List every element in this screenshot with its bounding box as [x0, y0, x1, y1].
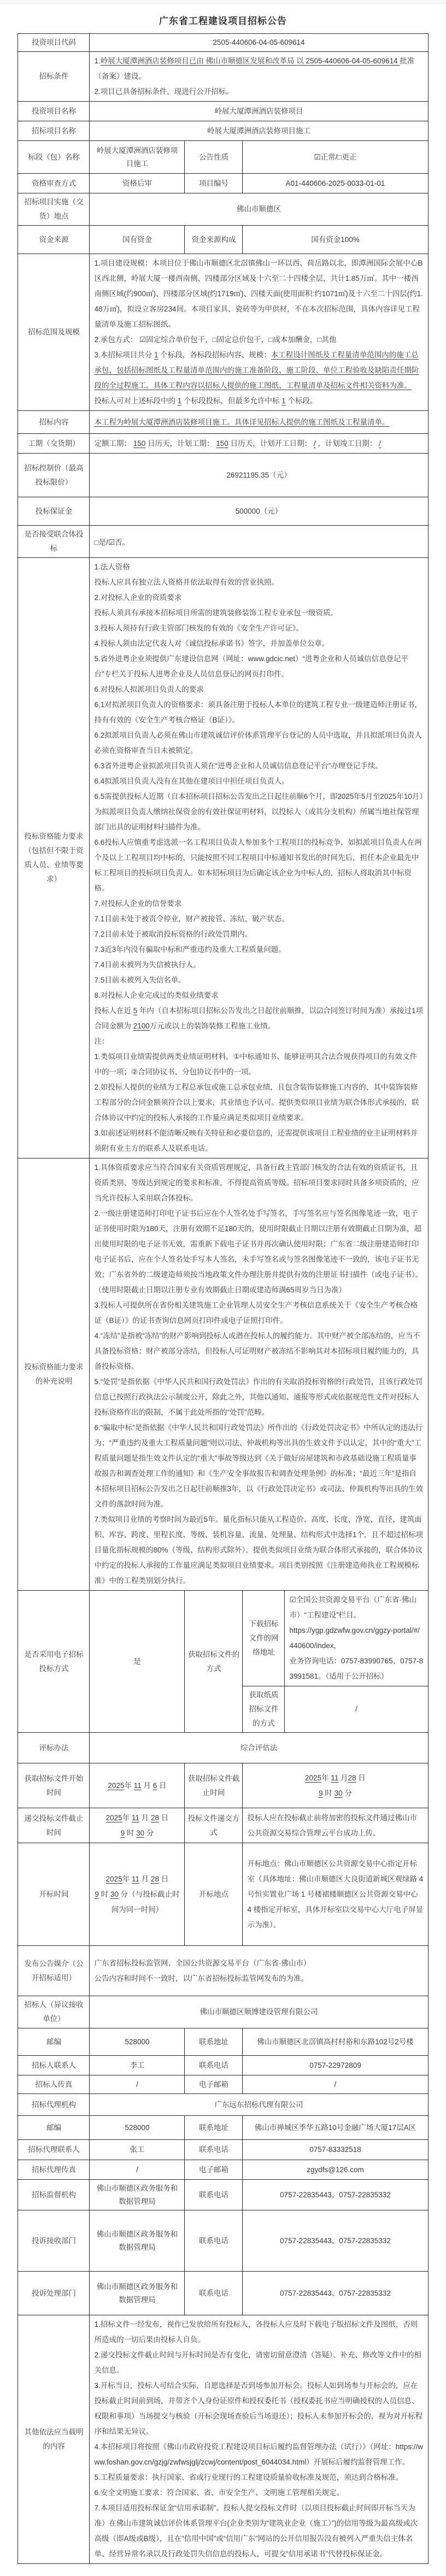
tender-scope-value	[90, 254, 428, 411]
agency-phone-value: 0757-83332518	[243, 2140, 428, 2160]
table-row-tender-project-name	[18, 121, 428, 141]
tenderer-contact-value: 李工	[90, 2056, 185, 2075]
doc-obtain-start-value-paragraph: 2025年 11 月 6 日	[108, 1781, 167, 1790]
underlined-value: 11	[331, 1773, 339, 1782]
other-contents-value-paragraph: 3.开标当日，投标人可结合实际，自愿选择是否到场参加开标会。投标人如到场参与开标会的，应在投标截止时间前到场，并带齐个人身份证原件和授权委托书（授权委托书应当明确授权的人员信息、权限和事项）当场提交与核验（开标会现场查验后当场退还）；投标人未参加开标会的，视为对开标程序和结果无异议。	[94, 2381, 423, 2436]
bidder-qualification-requirements-value	[90, 558, 428, 1158]
other-contents-value-paragraph: 5.工程质量要求：执行国家、省或行业现行的工程建设质量验收标准及规范，须达到合格标准。	[94, 2473, 403, 2481]
download-url-label: 下载招标文件的网络地址	[243, 1591, 285, 1686]
table-row-fund-source	[18, 226, 428, 254]
underlined-value: /	[379, 439, 381, 448]
complaint-receiving-phone-value: 0757-22835443、0757-22835332	[243, 2210, 428, 2272]
control-price-label: 招标控制价（最高投标限价）	[18, 454, 90, 497]
table-row-bid-submission-deadline	[18, 1808, 428, 1843]
construction-period-label: 工期（交货期）	[18, 434, 90, 454]
underlined-value: 2025	[105, 1874, 122, 1883]
table-row-agency-postcode	[18, 2116, 428, 2140]
doc-obtain-deadline-label: 获取招标文件截止时间	[185, 1763, 243, 1808]
bidder-qualification-requirements-value-paragraph: 投标人应具有独立法人资格并依法取得有效的营业执照。	[94, 578, 279, 586]
bidder-qualification-requirements-value-paragraph: 投标人须具有承接本招标项目所需的建筑装修装饰工程专业承包一级资质。	[94, 609, 338, 617]
bidder-qualification-requirements-value-paragraph: 7.对投标人企业的信誉要求	[94, 899, 182, 908]
agency-fax-value: /	[90, 2160, 185, 2180]
tender-conditions-value	[90, 52, 428, 102]
control-price-value: 26921195.35（元）	[90, 454, 428, 497]
project-code-value: 2505-440606-04-05-609614	[90, 34, 428, 52]
bidder-qualification-requirements-value-paragraph: 5.省外进粤企业须提供广东建设信息网（网址：www.gdcic.net）“进粤企业和人员诚信信息登记平台”专栏关于投标人进粤企业及人员信息登记的网页打印件。	[94, 655, 409, 678]
table-row-announcement-media	[18, 1946, 428, 1996]
table-row-section-name	[18, 141, 428, 174]
doc-obtain-deadline-value-paragraph: 9 时 30 分	[319, 1789, 352, 1797]
complaint-handling-phone-label: 联系电话	[185, 2272, 243, 2315]
bid-bond-label: 投标保证金	[18, 497, 90, 526]
qualification-supplementary-notes-value-paragraph: 3.投标人可提供所在省份相关建筑施工企业管理人员安全生产考核信息系统关于《安全生产考核合格证（B证）》的证书查询信息网页打印件或电子证照打印件。	[94, 1301, 418, 1325]
table-row-evaluation-method	[18, 1733, 428, 1763]
section-name-label: 标段（包）名称	[18, 141, 90, 174]
bidder-qualification-requirements-value-paragraph: 投标人在近 5 年内（自本招标项目招标公告发出之日起往前顺推，以☑合同签订时间为准）承接过1项合同金额为 2100万元或以上的装饰装修工程施工业绩。	[94, 1007, 424, 1030]
page-top-band	[0, 0, 446, 4]
bid-opening-place-value-paragraph: 开标地点：佛山市顺德区公共资源交易中心指定开标室（具体地址：佛山市顺德区大良街道新城区观绿路 4 号恒实置业广场 1 号楼裙楼顺德区公共资源交易中心 4 楼指定开标室，具体开标室以交易中心大厅电子屏显示为准）。	[247, 1859, 424, 1929]
table-row-construction-period	[18, 434, 428, 454]
underlined-value: 30	[110, 1890, 119, 1898]
supervision-phone-value: 0757-22835443、0757-22835332	[243, 2180, 428, 2210]
bidder-qualification-requirements-value-paragraph: 7.3近3年内没有骗取中标和严重违约及重大工程质量问题。	[94, 945, 286, 954]
table-row-bidder-qualification-requirements	[18, 558, 428, 1158]
bid-submission-deadline-value-paragraph: 2025年 11 月 28 日	[105, 1813, 169, 1822]
underlined-value: 岭展大厦潭洲酒店装修项目已由 佛山市顺德区发展和改革局 以 2505-440606-04-05-609614	[100, 57, 400, 65]
investment-project-name-label: 投资项目名称	[18, 102, 90, 121]
underlined-value: 2025	[305, 1773, 322, 1782]
notice-nature-label: 公告性质	[185, 141, 243, 174]
agency-address-value: 佛山市禅城区季华五路10号金融广场大厦17层A区	[243, 2116, 428, 2140]
bidder-qualification-requirements-value-paragraph: 6.3省外进粤企业拟派项目负责人须在“进粤企业和人员诚信信息登记平台”办理登记手续。	[94, 762, 383, 770]
complaint-receiving-value: 佛山市顺德区政务服务和数据管理局	[90, 2210, 185, 2272]
supervision-authority-value: 佛山市顺德区政务服务和数据管理局	[90, 2180, 185, 2210]
tenderer-email-label: 电子邮箱	[185, 2075, 243, 2094]
tenderer-address-label: 联系地址	[185, 2028, 243, 2056]
consortium-bidding-value: □是/☑否。	[90, 526, 428, 558]
table-row-agency	[18, 2094, 428, 2116]
bidder-qualification-requirements-value-paragraph: 6.4拟派项目负责人没有在其他在建项目中担任项目负责人。	[94, 777, 289, 785]
download-url-value	[285, 1591, 428, 1686]
underlined-value: 本工程设计图纸及工程量清单范围内的施工总承包，包括招标图纸及工程量清单范围内的施工准备阶段、施工阶段、单位工程验收及缺陷责任期阶段的全过程施工。具体工程内容以招标人提供的施工图纸、工程量清单及招标文件相关资料为准。	[94, 351, 419, 390]
bid-submission-method-value	[243, 1808, 428, 1843]
page-title: 广东省工程建设项目招标公告	[159, 16, 287, 26]
underlined-value: 1	[177, 397, 182, 405]
underlined-value: 本工程为岭展大厦潭洲酒店装修项目施工。具体详见招标人提供的施工图纸及工程量清单。	[94, 417, 390, 426]
complaint-handling-phone-value: 0757-22835443、0757-22835332	[243, 2272, 428, 2315]
underlined-value: 150	[216, 439, 228, 448]
table-row-consortium-bidding	[18, 526, 428, 558]
table-row-tenderer-contact	[18, 2056, 428, 2075]
qualification-supplementary-notes-value-paragraph: 1.具体资质要求应当符合国家有关资质管理规定，具备行政主管部门核发的合法有效的资质证书，且资质类别、等级达到规定的要求和标准，不得提高资质等级。招标项目要求同时具备多项资质的，应当允许投标人采用联合体投标。	[94, 1163, 419, 1202]
doc-obtain-start-label: 获取招标文件开始时间	[18, 1763, 90, 1808]
underlined-value: 9	[120, 1828, 125, 1837]
underlined-value: 5	[133, 1007, 138, 1015]
underlined-value: 150	[133, 439, 146, 448]
bid-opening-place-value	[243, 1843, 428, 1946]
table-row-qualification-supplementary-notes	[18, 1158, 428, 1591]
doc-obtain-deadline-value-paragraph: 2025年 11 月28 日	[305, 1773, 366, 1782]
table-row-project-code	[18, 34, 428, 52]
bidder-qualification-requirements-value-paragraph: 6.5需提供投标人近期（自本招标项目招标公告发出之日起往前顺6个月，即2025年5月至2025年10月）为拟派项目负责人缴纳社保资金的有效社保证明材料，以投标人（或其分支机构）所属当地社保管理部门出具的证明材料扫描件为准。	[94, 792, 424, 831]
project-code-label: 投资项目代码	[18, 34, 90, 52]
underlined-value: 28	[151, 1813, 160, 1822]
supervision-phone-label: 联系电话	[185, 2180, 243, 2210]
bid-submission-deadline-label: 递交投标文件截止时间	[18, 1808, 90, 1843]
underlined-value: 28	[348, 1773, 356, 1782]
section-name-value: 岭展大厦潭洲酒店装修项目施工	[90, 141, 185, 174]
bidder-qualification-requirements-value-paragraph: 4.投标人须由法定代表人对《诚信投标承诺书》签字，并加盖单位公章。	[94, 639, 330, 648]
evaluation-method-value: 综合评估法	[90, 1733, 428, 1763]
download-url-value-paragraph: https://ygp.gdzwfw.gov.cn/ggzy-portal/#/440600/index，	[289, 1626, 420, 1650]
underlined-value: 11	[131, 1874, 139, 1883]
supervision-authority-label: 招标监督机构	[18, 2180, 90, 2210]
table-row-agency-fax	[18, 2160, 428, 2180]
tenderer-label: 招标人（异议接收单位）	[18, 1996, 90, 2028]
underlined-value: 2025	[105, 1813, 122, 1822]
table-row-supervision-authority	[18, 2180, 428, 2210]
underlined-value: 11	[133, 1781, 142, 1790]
table-row-tender-content	[18, 411, 428, 434]
underlined-value: 1	[154, 351, 159, 359]
bid-opening-time-value	[90, 1843, 185, 1946]
agency-fax-label: 招标代理传真	[18, 2160, 90, 2180]
underlined-value: 2025	[108, 1781, 125, 1790]
table-row-qualification-review	[18, 174, 428, 193]
bidder-qualification-requirements-value-paragraph: 3.投标人须持有行政主管部门核发的有效的《安全生产许可证》。	[94, 624, 303, 632]
table-row-implementation-location	[18, 193, 428, 226]
implementation-location-label: 招标项目实施（交货）地点	[18, 193, 90, 226]
tender-conditions-label: 招标条件	[18, 52, 90, 102]
underlined-value: 6	[152, 1781, 157, 1790]
underlined-value: 30	[334, 1789, 343, 1797]
paper-document-value: /	[285, 1686, 428, 1733]
tenderer-phone-value: 0757-22972809	[243, 2056, 428, 2075]
download-url-value-paragraph: 业务咨询电话：0757-83990765、0757-83991581。（适用于公开招标）	[289, 1657, 424, 1680]
tenderer-value: 佛山市顺德区顺博建设管理有限公司	[90, 1996, 428, 2028]
bidder-qualification-requirements-value-paragraph: 6.6投标人应慎重考虑选派一名工程项目负责人参加多个工程项目的投标竞争，如拟派项目负责人在两个及以上工程项目均中标的，只能按照不同工程项目中标通知书发出的时间先后，担任本企业最先中标工程项目的投标项目负责人。如本招标项目为后确定该企业为中标人的，招标人将取消其中标资格。	[94, 838, 422, 892]
tenderer-fax-label: 招标人传真	[18, 2075, 90, 2094]
download-url-value-paragraph: ☑全国公共资源交易平台（广东省·佛山市）“工程建设”栏目。	[289, 1596, 417, 1619]
bidder-qualification-requirements-value-paragraph: 1.法人资格	[94, 563, 130, 571]
tender-content-label: 招标内容	[18, 411, 90, 434]
fund-composition-label: 资金来源构成	[185, 226, 243, 254]
bidder-qualification-requirements-value-paragraph: 7.5目前未被列入失信名单。	[94, 976, 186, 984]
evaluation-method-label: 评标办法	[18, 1733, 90, 1763]
qualification-supplementary-notes-value-paragraph: 4.“冻结”是指被“冻结”的财产影响到投标人或潜在投标人的履约能力。其中财产被全部冻结的，应当不具备投标资格；财产被部分冻结，但投标人可证明财产被冻结不影响其对本招标项目履约能力的，具备投标资格。	[94, 1332, 420, 1371]
bidder-qualification-requirements-value-paragraph: 3.如前述证明材料不能清晰反映有关特征和必要信息的，还需提供该项目工程业绩的业主证明材料并须附有业主方的联系人及联系电话。	[94, 1129, 418, 1152]
table-row-agency-contact	[18, 2140, 428, 2160]
bid-bond-value: 500000（元）	[90, 497, 428, 526]
announcement-media-value-paragraph: 广东省招标投标监管网、全国公共资源交易平台（广东省·佛山市）	[94, 1959, 311, 1967]
implementation-location-value: 佛山市顺德区	[90, 193, 428, 226]
underlined-value: 9	[319, 1789, 323, 1797]
notice-nature-value: ☑正常/□更正	[243, 141, 428, 174]
other-contents-label: 其他依法应当载明的内容	[18, 2315, 90, 2564]
agency-email-label: 电子邮箱	[185, 2160, 243, 2180]
tender-scope-value-paragraph: 投标人可对上述标段中的 1 个标段投标，但最多允许中标 1 个标段。	[94, 397, 318, 405]
table-row-tender-scope	[18, 254, 428, 411]
electronic-bidding-value: 是	[90, 1591, 185, 1733]
bidder-qualification-requirements-value-paragraph: 8.对投标人企业完成过的类似业绩要求	[94, 991, 219, 999]
table-row-tenderer-fax	[18, 2075, 428, 2094]
tenderer-email-value: /	[243, 2075, 428, 2094]
qualification-supplementary-notes-value	[90, 1158, 428, 1591]
bid-submission-method-value-paragraph: 投标人应在投标截止前将加密的投标文件通过佛山市公共资源交易综合管理云平台成功上传。	[247, 1813, 417, 1837]
table-row-tenderer-postcode	[18, 2028, 428, 2056]
tender-scope-value-paragraph: 1.项目建设规模：本项目位于佛山市顺德区北滘镇佛山一环以西、荷岳路以北，即潭洲国际会展中心B区西北侧，岭展大厦一楼西南侧、四楼部分区域及十六至二十四楼全层，共计1.85万㎡。其中一楼西南侧区域(约900㎡)、四楼部分区域(约1719㎡)、四楼天面(使用面积:约1071㎡)及十六至二十四层(约1.48万㎡)，拟设立客房234间。本项目家具、瓷砖等为甲供材，不在本次招标范围，具体内容详见工程量清单及施工招标图纸。	[94, 259, 424, 328]
bid-opening-time-label: 开标时间	[18, 1843, 90, 1946]
complaint-receiving-label: 投诉接收部门	[18, 2210, 90, 2272]
table-row-investment-project-name	[18, 102, 428, 121]
qualification-supplementary-notes-value-paragraph: 5.“处罚”是指依据《中华人民共和国行政处罚法》作出的有关取消投标资格的行政处罚，且该行政处罚信息已按照行政执法公示制度公开，除此之外，其他以通知、通报等形式或依据规范性文件对投标人投标资格作出的限制，不属于此处所指的“处罚”范畴。	[94, 1378, 423, 1416]
tender-scope-value-paragraph: 3.本招标项目共分 1 个标段，各标段招标内容、规模：本工程设计图纸及工程量清单范围内的施工总承包，包括招标图纸及工程量清单范围内的施工准备阶段、施工阶段、单位工程验收及缺陷责任期阶段的全过程施工。具体工程内容以招标人提供的施工图纸、工程量清单及招标文件相关资料为准。	[94, 351, 419, 390]
agency-postcode-value: 528000	[90, 2116, 185, 2140]
construction-period-value	[90, 434, 428, 454]
underlined-value: /	[313, 439, 316, 448]
bidder-qualification-requirements-value-paragraph: 7.4目前未被列为失信被执行人。	[94, 961, 201, 969]
bid-submission-deadline-value-paragraph: 9 时 30 分	[120, 1828, 154, 1837]
table-row-bid-opening-time	[18, 1843, 428, 1946]
project-number-value: A01-440606-2025-0033-01-01	[243, 174, 428, 193]
announcement-media-value	[90, 1946, 428, 1996]
announcement-media-label: 发布公告媒介（公开招标适用）	[18, 1946, 90, 1996]
bidder-qualification-requirements-value-paragraph: 6.2拟派项目负责人必须在佛山市建筑诚信评价体系管理平台登记的人员中选取，并且拟派项目负责人必须在资格审查当日未被锁定。	[94, 731, 422, 755]
fund-source-value: 国有资金	[90, 226, 185, 254]
tender-table	[17, 33, 428, 2564]
bid-opening-time-value-paragraph: 9 时 30 分（与投标截止时间为同一时间）	[95, 1890, 180, 1914]
tender-content-value	[90, 411, 428, 434]
tender-project-name-label: 招标项目名称	[18, 121, 90, 141]
electronic-bidding-label: 是否采用电子招标投标方式	[18, 1591, 90, 1733]
tender-scope-value-paragraph: 2.承包方式： ☑固定综合单价包干，□固定总价包干，□成本加酬金，□其他	[94, 336, 337, 344]
fund-source-label: 资金来源	[18, 226, 90, 254]
other-contents-value-paragraph: 2.递交投标文件截止时间与开标时间是否有变化，请密切留意澄清（答疑）、补充、修改等文件中的相关信息。	[94, 2351, 421, 2374]
fund-composition-value: 国有资金100%	[243, 226, 428, 254]
agency-contact-label: 招标代理联系人	[18, 2140, 90, 2160]
bid-opening-place-label: 开标地点	[185, 1843, 243, 1946]
tenderer-address-value: 佛山市顺德区北滘镇高村村裕和东路102号2号楼	[243, 2028, 428, 2056]
bidder-qualification-requirements-value-paragraph: 1.类似项目业绩需提供两类业绩证明材料，①中标通知书、能够证明其合法合规获得项目的有效文件中的一项；②合同协议书、分包协议书中的一项。	[94, 1052, 417, 1076]
bid-submission-deadline-value	[90, 1808, 185, 1843]
tender-conditions-value-paragraph: 1.岭展大厦潭洲酒店装修项目已由 佛山市顺德区发展和改革局 以 2505-440606-04-05-609614 批准（备案）建设。	[94, 57, 415, 80]
tender-content-value-paragraph	[94, 415, 423, 430]
agency-phone-label: 联系电话	[185, 2140, 243, 2160]
other-contents-value-paragraph: 7.本项目适用投标保证金“信用承诺制”。投标人提交投标文件时（以项目投标截止时间即开标当天为准）在佛山市建筑诚信评价体系管理平台(企业类别为“建筑业企业（施工）”)的信用等级为最高级或次高级（即A级或B级），且在“信用中国”或“信用广东”网站的公开信用报告没有被列入严重失信主体名单、经营异常名录以及行政处罚失信信息的投标人，可提交“信用承诺书”代替投标保证金。	[94, 2504, 418, 2558]
agency-postcode-label: 邮编	[18, 2116, 90, 2140]
tender-project-name-value: 岭展大厦潭洲酒店装修项目施工	[90, 121, 428, 141]
underlined-value: 9	[95, 1890, 99, 1898]
complaint-handling-label: 投诉处理部门	[18, 2272, 90, 2315]
agency-contact-value: 张工	[90, 2140, 185, 2160]
qualification-supplementary-notes-value-paragraph: 6.“骗取中标”是指依据《中华人民共和国行政处罚法》所作出的《行政处罚决定书》中所认定的违法行为；“严重违约及重大工程质量问题”则以司法、仲裁机构等出具的生效文件予以认定，其中的“重大”工程质量问题是指生效文件认定的“重大”事故等级达到《关于做好房屋建筑和市政基础设施工程质量事故报告和调查处理工作的通知》和《生产安全事故报告和调查处理条例》的标准；“最近三年”是指自本招标项目招标公告发出之日起往前顺推3年，以《行政处罚决定书》或司法、仲裁机构等出具的生效文件的落款时间为准。	[94, 1424, 423, 1508]
complaint-receiving-phone-label: 联系电话	[185, 2210, 243, 2272]
other-contents-value	[90, 2315, 428, 2564]
qualification-review-value: 资格后审	[90, 174, 185, 193]
complaint-handling-value: 佛山市顺德区政务服务和数据管理局	[90, 2272, 185, 2315]
agency-address-label: 联系地址	[185, 2116, 243, 2140]
bidder-qualification-requirements-value-paragraph: 2.对投标人企业的资质要求	[94, 593, 182, 602]
doc-obtain-deadline-value	[243, 1763, 428, 1808]
other-contents-value-paragraph: 1.招标文件一经发布，视作已发放给所有投标人，各投标人应及时下载电子版招标文件及图纸，否则所造成的一切后果由投标人自负。	[94, 2320, 418, 2344]
project-number-label: 项目编号	[185, 174, 243, 193]
tenderer-contact-label: 招标人联系人	[18, 2056, 90, 2075]
bidder-qualification-requirements-value-paragraph: 7.2目前未处于被取消投标资格的行政处罚期内。	[94, 930, 253, 938]
bidder-qualification-requirements-value-paragraph: 6.1对拟派项目负责人的资格要求：须具备注册于投标人本单位的建筑工程专业一级建造师注册证书，持有有效的《安全生产考核合格证（B证）》。	[94, 701, 422, 724]
underlined-value: 2100	[133, 1022, 150, 1030]
agency-value: 广东远东招标代理有限公司	[90, 2094, 428, 2116]
table-row-electronic-bidding	[18, 1591, 428, 1686]
other-contents-value-paragraph: 4.本招标项目将按照《佛山市政府投资工程建设项目标后履约监督管理办法（试行）》（网址：https://www.foshan.gov.cn/gzjg/zwfwsjglj/zcwj/content/post_6044034.html）开展标后履约监督管理工作。	[94, 2443, 424, 2466]
announcement-media-value-paragraph: 公告内容和时间不一致时，以广东省招标投标监管网发布的为准。	[94, 1974, 308, 1983]
underlined-value: 1	[281, 397, 286, 405]
table-row-doc-obtain-start	[18, 1763, 428, 1808]
table-row-tenderer	[18, 1996, 428, 2028]
qualification-supplementary-notes-value-paragraph: 2.一级注册建造师打印电子证书后应在个人签名处手写签名，手写签名应与签名图像笔迹一致，电子证书使用时限为180天，注册有效期不足180天的，使用时限截止日期以注册有效期截止日期为准，超出使用时限的电子证书无效，需重新下载电子证书并再次确认使用时限；广东省二级注册建造师打印电子证书后，应在个人签名处手写本人签名，未手写签名或与签名图像笔迹不一致的，该电子证书无效；广东省外的二级建造师须按当地政策文件办理注册并提供有效的注册证书扫描件（或电子证书）。（使用时限截止日期以注册专业有效期截止日期或建造师满65周岁当日为准）	[94, 1209, 423, 1294]
table-row-complaint-handling	[18, 2272, 428, 2315]
investment-project-name-value: 岭展大厦潭洲酒店装修项目	[90, 102, 428, 121]
paper-document-label: 获取纸质招标文件的方式	[243, 1686, 285, 1733]
bid-submission-method-label: 投标文件递交方式	[185, 1808, 243, 1843]
bidder-qualification-requirements-value-paragraph: 2.如投标人提供的业绩为工程总承包或施工总承包业绩，且包含装饰装修施工内容的，其中装饰装修工程部分的合同金额须符合以上要求，其业绩也予认可。提供类似项目业绩为联合体形式承接的，联合体协议中约定的投标人承接的工作量应满足类似项目业绩要求。	[94, 1083, 419, 1122]
tenderer-postcode-value: 528000	[90, 2028, 185, 2056]
tenderer-phone-label: 联系电话	[185, 2056, 243, 2075]
other-contents-value-paragraph: 6.安全文明施工要求：符合国家、省、市安全生产、文明施工管理相关规定。	[94, 2489, 344, 2497]
table-row-bid-bond	[18, 497, 428, 526]
qualification-supplementary-notes-value-paragraph: 7.类似项目业绩的考察时间为最近5年。量化指标只能从工程造价、高度、长度、净宽、直径、建筑面积、库容、跨度、里程长度、等级、装机容量、流量、处理量、结构形式中选择1个，且不超过招标项目量化指标规模的80%（等级、结构形式除外）。提供类似项目业绩为联合体形式承接的，联合体协议中约定的投标人承接的工作量应满足类似项目业绩要求。项目类别按照《注册建造师执业工程规模标准》中的工程类别划分执行。	[94, 1515, 423, 1585]
table-row-control-price	[18, 454, 428, 497]
construction-period-value-paragraph: 定额工期： 150 日历天，计划工期： 150 日历天，计划开工日期： / ，计划竣工日期： /	[94, 439, 381, 448]
table-row-other-contents	[18, 2315, 428, 2564]
bidder-qualification-requirements-label: 投标资格能力要求（包括但不限于资质人员、业绩等要求）	[18, 558, 90, 1158]
doc-obtain-method-label: 获取招标文件的方式	[185, 1591, 243, 1733]
qualification-supplementary-notes-label: 投标资格能力要求的补充说明	[18, 1158, 90, 1591]
bidder-qualification-requirements-value-paragraph: 7.1目前未处于被责令停业，财产被接管、冻结，破产状态。	[94, 915, 289, 923]
underlined-value: 28	[151, 1874, 160, 1883]
tender-conditions-value-paragraph: 2.项目已具备招标条件，现进行公开招标。	[94, 87, 233, 96]
tenderer-fax-value: /	[90, 2075, 185, 2094]
tender-scope-label: 招标范围及规模	[18, 254, 90, 411]
underlined-value: 30	[136, 1828, 145, 1837]
agency-label: 招标代理机构	[18, 2094, 90, 2116]
agency-email-value: zgydfs@126.com	[243, 2160, 428, 2180]
bidder-qualification-requirements-value-paragraph: 注：	[94, 1037, 109, 1045]
qualification-review-label: 资格审查方式	[18, 174, 90, 193]
tenderer-postcode-label: 邮编	[18, 2028, 90, 2056]
table-row-complaint-receiving	[18, 2210, 428, 2272]
table-row-tender-conditions	[18, 52, 428, 102]
doc-obtain-start-value	[90, 1763, 185, 1808]
consortium-bidding-label: 是否接受联合体投标	[18, 526, 90, 558]
bidder-qualification-requirements-value-paragraph: 6.对投标人拟派项目负责人的要求	[94, 685, 204, 693]
underlined-value: 11	[131, 1813, 139, 1822]
bid-opening-time-value-paragraph: 2025年 11 月 28 日	[105, 1874, 169, 1883]
